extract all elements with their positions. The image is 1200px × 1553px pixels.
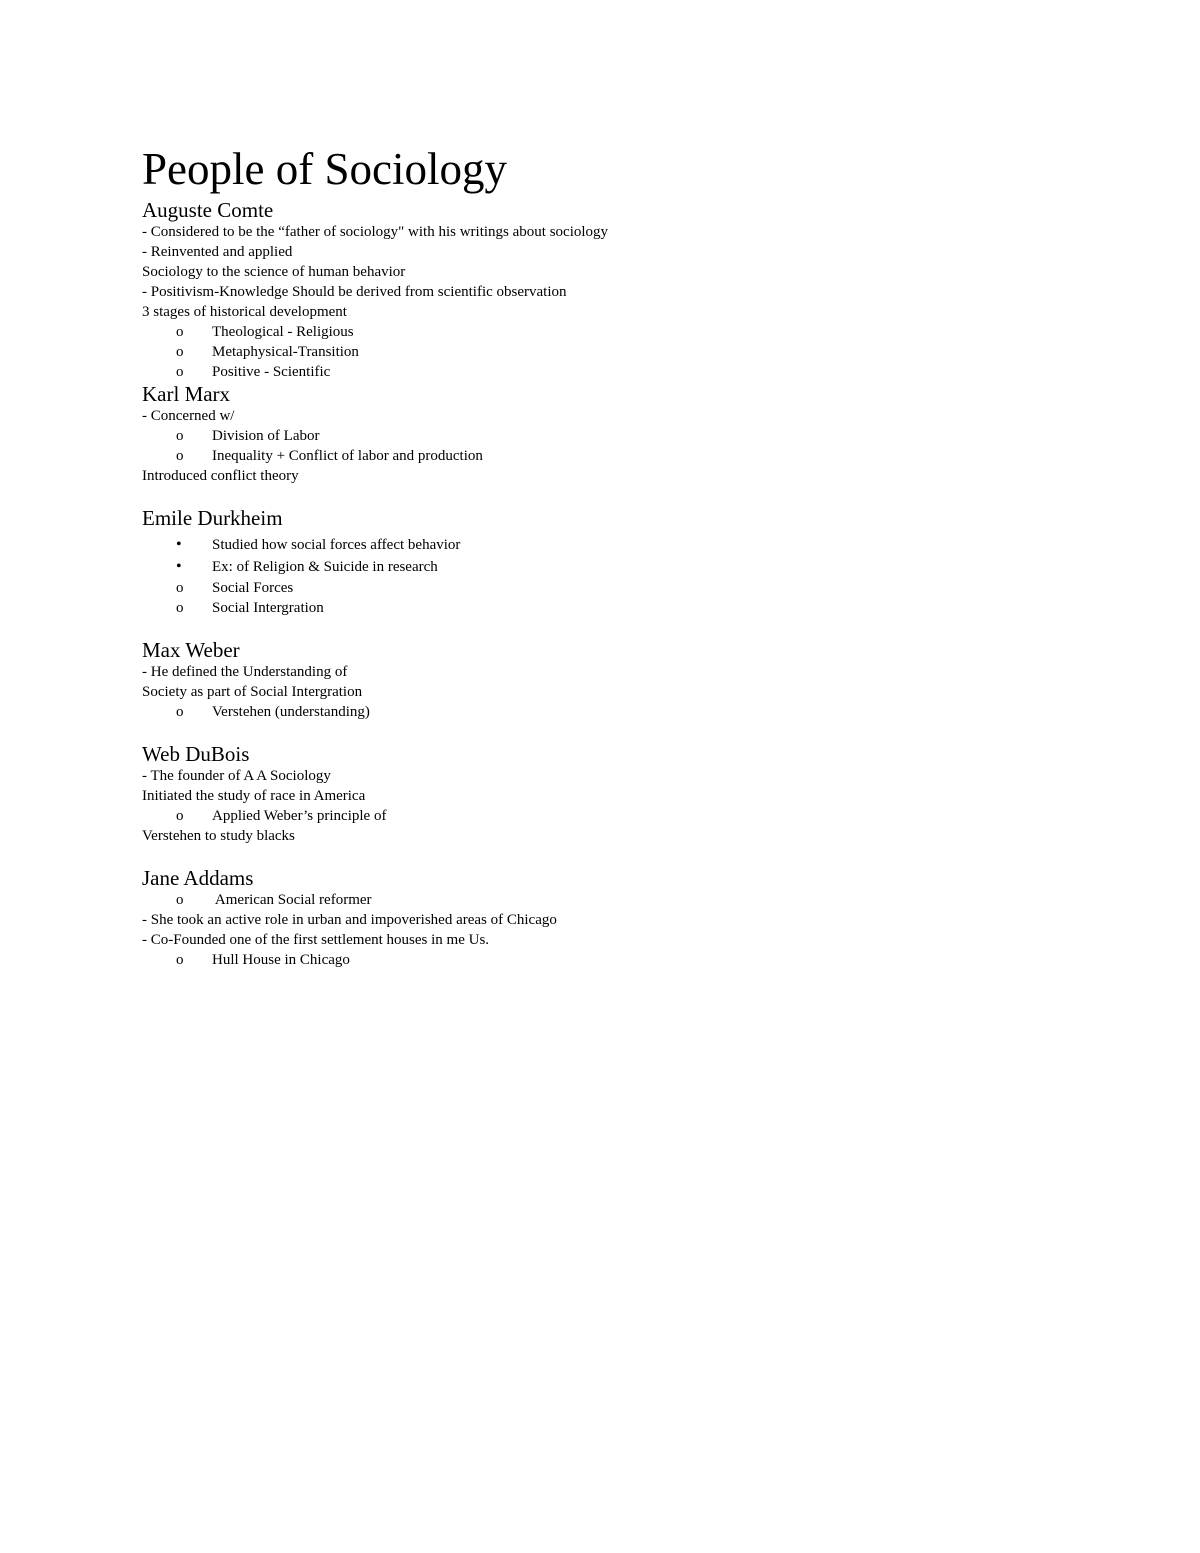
list-item-text: Metaphysical-Transition: [212, 344, 359, 360]
text-line: Society as part of Social Intergration: [142, 684, 363, 700]
list-item: [142, 426, 1142, 446]
section-heading: Karl Marx: [142, 382, 231, 406]
bullet-marker: •: [176, 558, 182, 575]
spacer: [142, 618, 1142, 638]
section-heading: Max Weber: [142, 638, 240, 662]
circle-marker: o: [176, 952, 184, 968]
list-item: [142, 322, 1142, 342]
circle-marker: o: [176, 364, 184, 380]
list-item: [142, 950, 1142, 970]
list-item: [142, 342, 1142, 362]
text-line: Introduced conflict theory: [142, 468, 299, 484]
text-line: - Reinvented and applied: [142, 244, 293, 260]
list-item: [142, 806, 1142, 826]
circle-marker: o: [176, 808, 184, 824]
section-durkheim: [142, 506, 1142, 618]
list-item-text: Social Forces: [212, 580, 294, 596]
list-item: [142, 534, 1142, 556]
circle-marker: o: [176, 344, 184, 360]
list-item: [142, 702, 1142, 722]
circle-marker: o: [176, 600, 184, 616]
list-item-text: Positive - Scientific: [212, 364, 331, 380]
circle-marker: o: [176, 704, 184, 720]
text-line: - Co-Founded one of the first settlement houses in me Us.: [142, 932, 490, 948]
section-comte: [142, 198, 1142, 382]
section-weber: [142, 638, 1142, 722]
list-item-text: Theological - Religious: [212, 324, 354, 340]
text-line: Sociology to the science of human behavior: [142, 264, 406, 280]
section-dubois: [142, 742, 1142, 846]
circle-marker: o: [176, 428, 184, 444]
circle-marker: o: [176, 324, 184, 340]
section-heading: Auguste Comte: [142, 198, 274, 222]
text-line: Verstehen to study blacks: [142, 828, 295, 844]
document-page: [142, 140, 1142, 970]
text-line: 3 stages of historical development: [142, 304, 347, 320]
list-item: [142, 446, 1142, 466]
circle-marker: o: [176, 892, 184, 908]
list-item-text: Studied how social forces affect behavior: [212, 537, 461, 553]
spacer: [142, 486, 1142, 506]
list-item: [142, 362, 1142, 382]
text-line: - Concerned w/: [142, 408, 235, 424]
list-item-text: Applied Weber’s principle of: [212, 808, 387, 824]
section-heading: Jane Addams: [142, 866, 254, 890]
list-item-text: Division of Labor: [212, 428, 320, 444]
text-line: - Considered to be the “father of sociology" with his writings about sociology: [142, 224, 609, 240]
spacer: [142, 846, 1142, 866]
section-addams: [142, 866, 1142, 970]
page-title: People of Sociology: [142, 144, 507, 194]
list-item-text: Inequality + Conflict of labor and production: [212, 448, 483, 464]
list-item-text: Social Intergration: [212, 600, 324, 616]
list-item: [142, 890, 1142, 910]
text-line: - The founder of A A Sociology: [142, 768, 331, 784]
list-item: [142, 578, 1142, 598]
text-line: - She took an active role in urban and impoverished areas of Chicago: [142, 912, 557, 928]
text-line: - Positivism-Knowledge Should be derived from scientific observation: [142, 284, 567, 300]
section-heading: Web DuBois: [142, 742, 250, 766]
bullet-marker: •: [176, 536, 182, 553]
list-item-text: Ex: of Religion & Suicide in research: [212, 559, 438, 575]
circle-marker: o: [176, 448, 184, 464]
spacer: [142, 722, 1142, 742]
circle-marker: o: [176, 580, 184, 596]
list-item: [142, 598, 1142, 618]
list-item-text: Hull House in Chicago: [212, 952, 350, 968]
list-item: [142, 556, 1142, 578]
text-line: Initiated the study of race in America: [142, 788, 366, 804]
list-item-text: American Social reformer: [212, 892, 372, 908]
section-marx: [142, 382, 1142, 486]
text-line: - He defined the Understanding of: [142, 664, 348, 680]
section-heading: Emile Durkheim: [142, 506, 283, 530]
list-item-text: Verstehen (understanding): [212, 704, 370, 720]
